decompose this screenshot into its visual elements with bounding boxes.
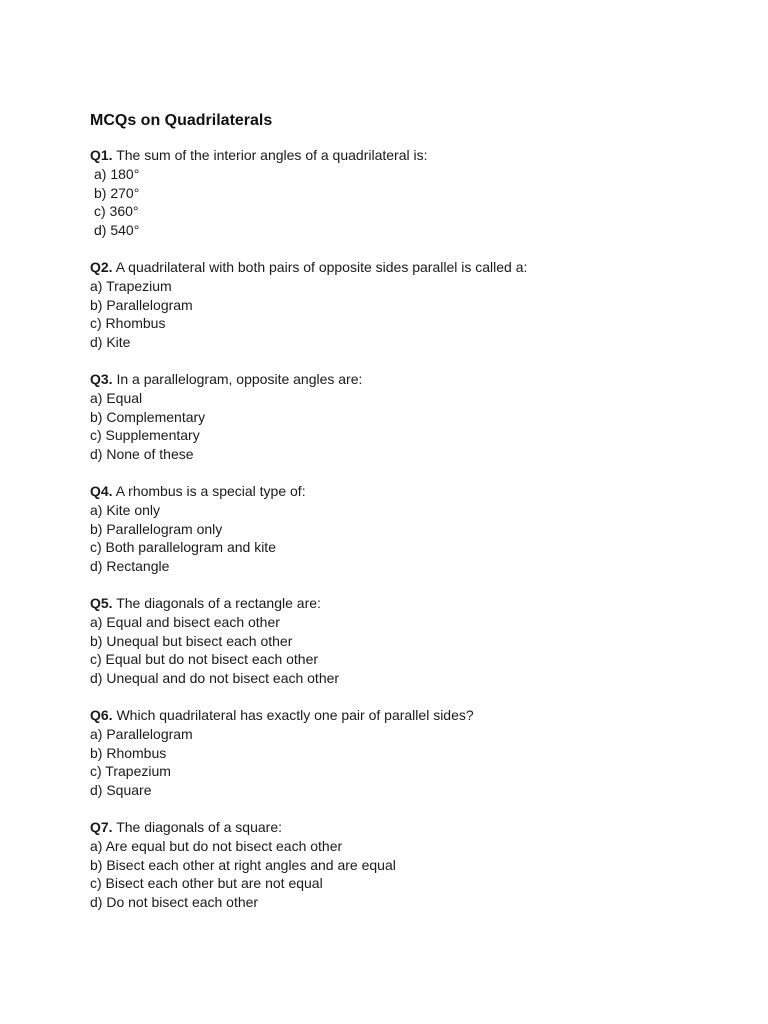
option-c: c) 360° — [94, 203, 139, 220]
page-title: MCQs on Quadrilaterals — [90, 112, 273, 129]
question-stem — [90, 146, 730, 165]
question-text: A quadrilateral with both pairs of opposite sides parallel is called a: — [115, 258, 528, 275]
question-text: The diagonals of a rectangle are: — [116, 594, 321, 611]
document-page — [90, 111, 730, 930]
question-2 — [90, 258, 730, 352]
question-text: In a parallelogram, opposite angles are: — [116, 370, 363, 387]
option-d: d) Kite — [90, 334, 131, 351]
question-stem — [90, 370, 730, 389]
option-c: c) Supplementary — [90, 427, 200, 444]
option-d: d) Square — [90, 782, 152, 799]
question-stem — [90, 818, 730, 837]
option-c: c) Trapezium — [90, 763, 171, 780]
option-b: b) Rhombus — [90, 744, 167, 761]
question-5 — [90, 594, 730, 688]
option-c: c) Equal but do not bisect each other — [90, 651, 319, 668]
question-text: The sum of the interior angles of a quadrilateral is: — [116, 147, 428, 163]
option-a: a) Kite only — [90, 501, 161, 518]
option-a: a) 180° — [94, 165, 140, 182]
option-b: b) Unequal but bisect each other — [90, 632, 293, 649]
question-4 — [90, 482, 730, 576]
question-1 — [90, 146, 730, 240]
question-number: Q6. — [90, 706, 113, 723]
question-stem — [90, 258, 730, 277]
option-a: a) Equal — [90, 389, 143, 406]
option-b: b) Parallelogram only — [90, 520, 223, 537]
option-a: a) Equal and bisect each other — [90, 613, 280, 630]
question-number: Q7. — [90, 818, 113, 835]
option-c: c) Both parallelogram and kite — [90, 539, 276, 556]
option-b: b) Bisect each other at right angles and are equal — [90, 856, 396, 873]
question-number: Q1. — [90, 147, 113, 163]
question-number: Q2. — [90, 258, 113, 275]
question-3 — [90, 370, 730, 464]
question-number: Q4. — [90, 482, 113, 499]
question-6 — [90, 706, 730, 800]
question-7 — [90, 818, 730, 912]
question-text: Which quadrilateral has exactly one pair of parallel sides? — [116, 706, 474, 723]
option-a: a) Parallelogram — [90, 725, 193, 742]
question-stem — [90, 482, 730, 501]
option-b: b) Complementary — [90, 408, 206, 425]
option-d: d) Rectangle — [90, 558, 170, 575]
question-number: Q3. — [90, 370, 113, 387]
question-stem — [90, 594, 730, 613]
option-c: c) Rhombus — [90, 315, 166, 332]
option-d: d) 540° — [94, 222, 140, 239]
option-b: b) Parallelogram — [90, 296, 193, 313]
option-c: c) Bisect each other but are not equal — [90, 875, 323, 892]
option-d: d) None of these — [90, 446, 194, 463]
option-b: b) 270° — [94, 184, 140, 201]
option-d: d) Do not bisect each other — [90, 894, 259, 911]
option-a: a) Trapezium — [90, 277, 172, 294]
option-a: a) Are equal but do not bisect each other — [90, 837, 343, 854]
question-number: Q5. — [90, 594, 113, 611]
question-text: A rhombus is a special type of: — [115, 482, 306, 499]
question-stem — [90, 706, 730, 725]
question-text: The diagonals of a square: — [116, 818, 282, 835]
option-d: d) Unequal and do not bisect each other — [90, 670, 340, 687]
